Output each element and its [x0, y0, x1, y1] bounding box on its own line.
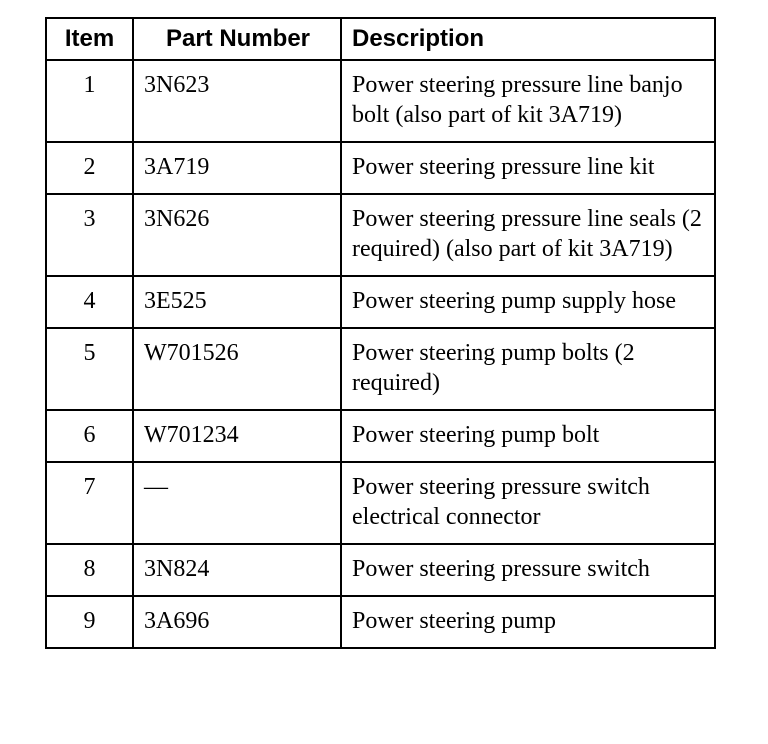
- item-cell: 6: [46, 410, 133, 462]
- description-cell: Power steering pump bolt: [341, 410, 715, 462]
- part-number-cell: 3N626: [133, 194, 341, 276]
- table-row: [46, 60, 715, 142]
- table-row: [46, 544, 715, 596]
- table-row: [46, 596, 715, 648]
- description-cell: Power steering pump bolts (2 required): [341, 328, 715, 410]
- item-cell: 9: [46, 596, 133, 648]
- part-number-cell: W701526: [133, 328, 341, 410]
- description-cell: Power steering pressure line banjo bolt (also part of kit 3A719): [341, 60, 715, 142]
- description-cell: Power steering pump supply hose: [341, 276, 715, 328]
- table-row: [46, 410, 715, 462]
- parts-table: [45, 17, 716, 649]
- table-row: [46, 462, 715, 544]
- item-cell: 1: [46, 60, 133, 142]
- header-part-number: Part Number: [133, 18, 341, 60]
- description-cell: Power steering pump: [341, 596, 715, 648]
- table-row: [46, 276, 715, 328]
- item-cell: 8: [46, 544, 133, 596]
- part-number-cell: 3N824: [133, 544, 341, 596]
- table-row: [46, 194, 715, 276]
- header-row: [46, 18, 715, 60]
- header-description: Description: [341, 18, 715, 60]
- part-number-cell: W701234: [133, 410, 341, 462]
- description-cell: Power steering pressure line kit: [341, 142, 715, 194]
- item-cell: 5: [46, 328, 133, 410]
- part-number-cell: 3N623: [133, 60, 341, 142]
- part-number-cell: 3A719: [133, 142, 341, 194]
- item-cell: 4: [46, 276, 133, 328]
- description-cell: Power steering pressure switch: [341, 544, 715, 596]
- table-row: [46, 328, 715, 410]
- description-cell: Power steering pressure switch electrical connector: [341, 462, 715, 544]
- part-number-cell: 3A696: [133, 596, 341, 648]
- item-cell: 2: [46, 142, 133, 194]
- description-cell: Power steering pressure line seals (2 required) (also part of kit 3A719): [341, 194, 715, 276]
- table-row: [46, 142, 715, 194]
- part-number-cell: —: [133, 462, 341, 544]
- part-number-cell: 3E525: [133, 276, 341, 328]
- item-cell: 7: [46, 462, 133, 544]
- header-item: Item: [46, 18, 133, 60]
- item-cell: 3: [46, 194, 133, 276]
